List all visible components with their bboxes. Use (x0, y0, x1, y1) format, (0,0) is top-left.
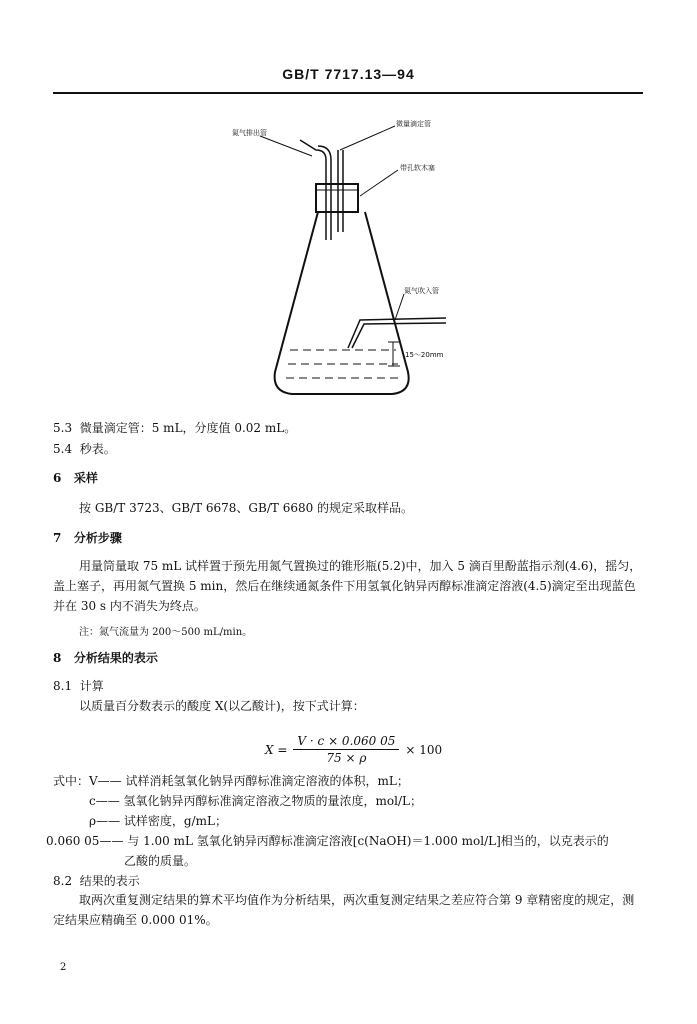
formula-numerator: V · c × 0.060 05 (293, 734, 399, 750)
section-6-heading (53, 470, 98, 486)
section-8-2-heading (53, 873, 140, 889)
standard-code: GB/T 7717.13—94 (282, 66, 415, 82)
item-5-4 (53, 441, 116, 457)
label-depth: 15～20mm (405, 351, 444, 359)
apparatus-figure (0, 0, 697, 400)
section-8-title: 分析结果的表示 (73, 651, 158, 665)
section-8-2-num: 8.2 (53, 874, 73, 888)
label-micro-burette: 微量滴定管 (396, 120, 431, 128)
item-5-3-num: 5.3 (53, 421, 73, 435)
section-7-heading (53, 530, 122, 546)
where-desc: —— 与 1.00 mL 氢氧化钠异丙醇标准滴定溶液[c(NaOH)＝1.000 mol/L]相当的，以克表示的 (99, 834, 609, 848)
section-7-title: 分析步骤 (73, 531, 122, 545)
formula-denominator: 75 × ρ (326, 751, 367, 765)
section-8-1-title: 计算 (79, 679, 104, 693)
where-symbol: ρ (89, 814, 97, 828)
item-5-3 (53, 420, 296, 436)
section-8-1-num: 8.1 (53, 679, 73, 693)
section-8-heading (53, 650, 158, 666)
section-8-2-body: 取两次重复测定结果的算术平均值作为分析结果，两次重复测定结果之差应符合第 9 章精密度的规定，测定结果应精确至 0.000 01%。 (53, 893, 635, 927)
where-symbol: c (89, 794, 96, 808)
acidity-formula (265, 734, 442, 765)
section-8-num: 8 (53, 651, 62, 665)
item-5-3-text: 微量滴定管：5 mL，分度值 0.02 mL。 (79, 421, 297, 435)
formula-fraction (293, 734, 399, 765)
where-row (53, 773, 409, 789)
section-7-note: 注：氮气流量为 200～500 mL/min。 (79, 627, 253, 638)
section-6-body: 按 GB/T 3723、GB/T 6678、GB/T 6680 的规定采取样品。 (79, 501, 414, 515)
section-8-1-intro: 以质量百分数表示的酸度 X(以乙酸计)，按下式计算： (79, 699, 365, 713)
label-nitrogen-outlet: 氮气排出管 (232, 129, 267, 137)
where-desc: —— 氢氧化钠异丙醇标准滴定溶液之物质的量浓度，mol/L； (95, 794, 423, 808)
item-5-4-text: 秒表。 (79, 442, 116, 456)
where-row (46, 833, 609, 849)
where-desc: —— 试样密度，g/mL； (96, 814, 227, 828)
section-8-2-title: 结果的表示 (79, 874, 140, 888)
where-row (89, 793, 422, 809)
where-row (89, 813, 227, 829)
section-8-1-heading (53, 678, 104, 694)
section-7-body: 用量筒量取 75 mL 试样置于预先用氮气置换过的锥形瓶(5.2)中，加入 5 滴百里酚蓝指示剂(4.6)，摇匀，盖上塞子，再用氮气置换 5 min，然后在继续通氮条件下用氢氧化钠异丙醇标准滴定溶液(4.5)滴定至出现蓝色并在 30 s 内不消失为终点。 (53, 559, 642, 613)
section-7-num: 7 (53, 531, 62, 545)
where-desc: —— 试样消耗氢氧化钠异丙醇标准滴定溶液的体积，mL； (97, 774, 409, 788)
item-5-4-num: 5.4 (53, 442, 73, 456)
label-rubber-stopper: 带孔软木塞 (400, 164, 435, 172)
section-6-num: 6 (53, 471, 62, 485)
where-symbol: 式中：V (53, 774, 98, 788)
section-6-title: 采样 (73, 471, 98, 485)
page-number: 2 (60, 962, 67, 973)
label-nitrogen-inlet: 氮气吹入管 (404, 287, 439, 295)
formula-factor: × 100 (405, 742, 443, 757)
where-continuation: 乙酸的质量。 (124, 854, 197, 868)
where-symbol: 0.060 05 (46, 834, 100, 848)
formula-lhs: X = (265, 742, 288, 757)
